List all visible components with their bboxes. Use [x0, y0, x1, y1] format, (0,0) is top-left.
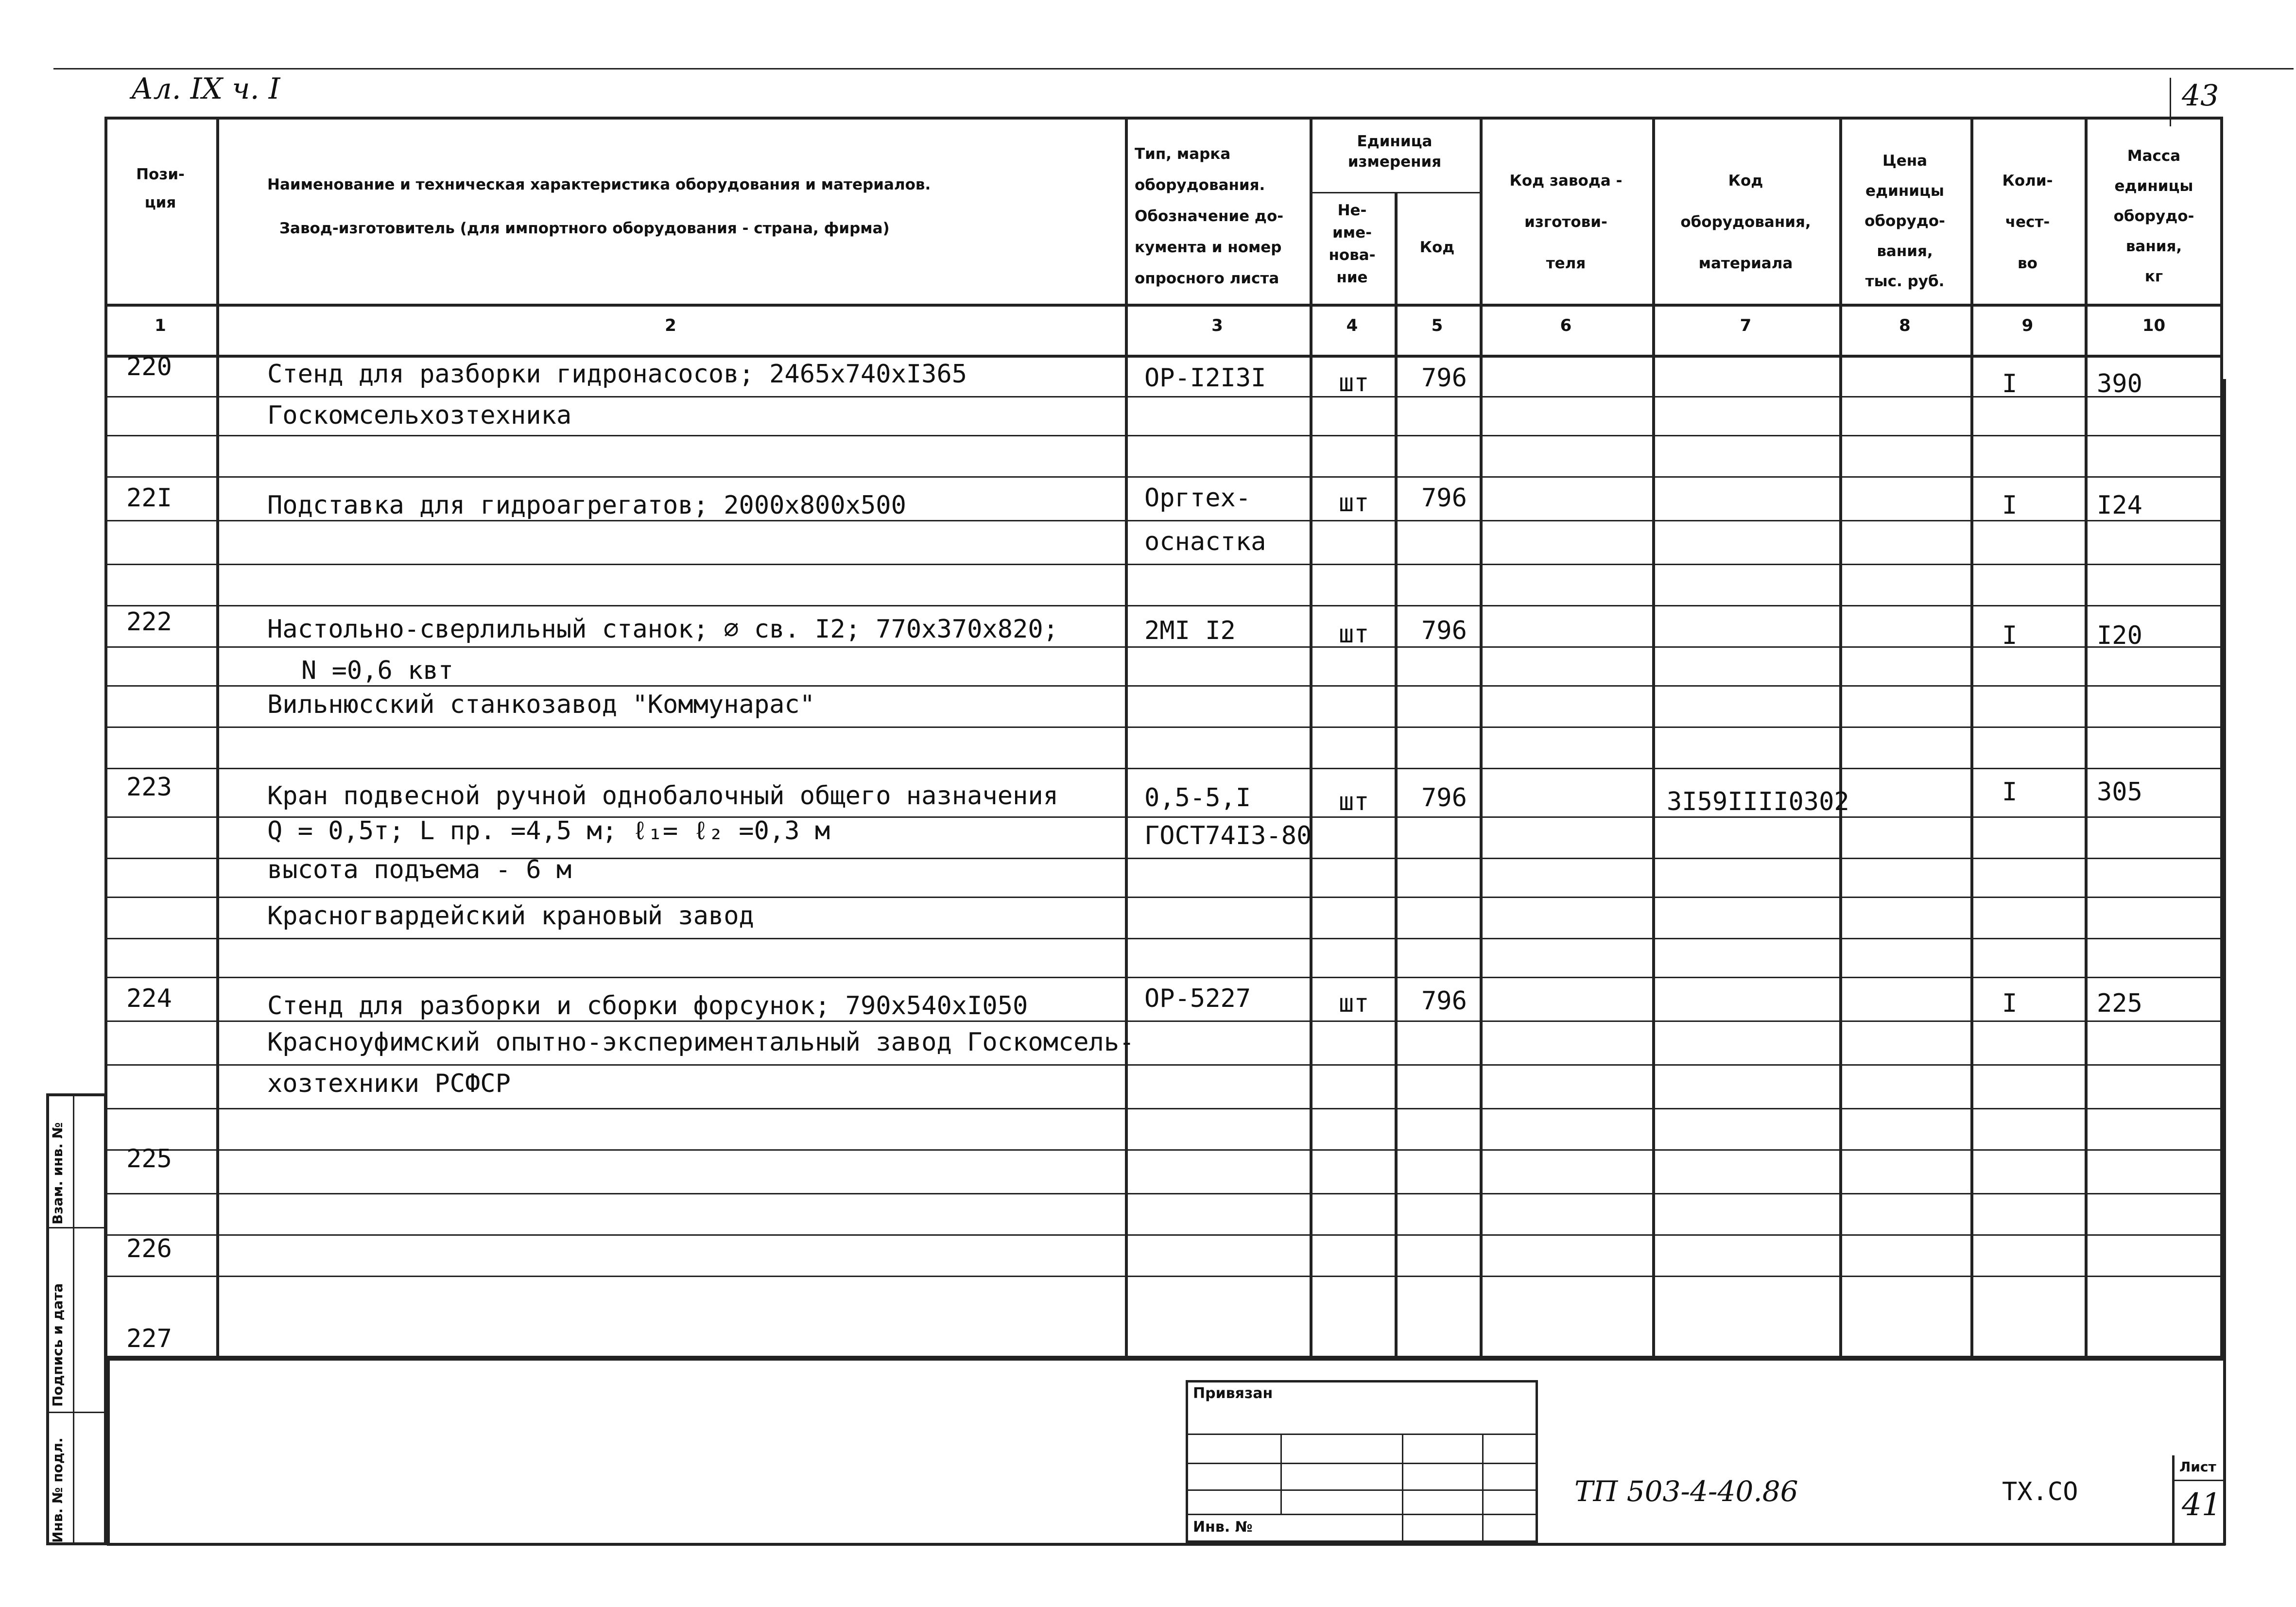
row-line [104, 726, 2223, 728]
stamp-col [1280, 1434, 1282, 1514]
stamp-col [1402, 1434, 1403, 1543]
row-220-unit: шт [1339, 368, 1369, 397]
header-unit-code: Код [1419, 239, 1455, 256]
row-221-qty: I [2002, 491, 2018, 520]
row-224-mass: 225 [2097, 989, 2142, 1018]
row-223-params: Q = 0,5т; L пр. =4,5 м; ℓ₁= ℓ₂ =0,3 м [267, 816, 830, 846]
col-number-8: 8 [1899, 316, 1911, 335]
row-222-position: 222 [126, 607, 172, 637]
inv-label: Инв. № [1193, 1519, 1253, 1536]
row-220-qty: I [2002, 369, 2018, 398]
col-line-8 [1970, 117, 1973, 1361]
row-220-mass: 390 [2097, 369, 2142, 398]
row-line [104, 685, 2223, 687]
side-label-signature-date: Подпись и дата [50, 1283, 66, 1407]
stamp-line [1186, 1514, 1538, 1515]
col-number-10: 10 [2142, 316, 2166, 335]
side-label-replace-inv: Взам. инв. № [50, 1122, 66, 1225]
row-223-qty: I [2002, 778, 2018, 807]
row-222-maker: Вильнюсский станкозавод "Коммунарас" [267, 690, 815, 719]
row-line [104, 605, 2223, 606]
row-224-position: 224 [126, 984, 172, 1013]
sheet-number: 41 [2182, 1487, 2222, 1523]
row-224-qty: I [2002, 989, 2018, 1018]
row-223-maker: Красногвардейский крановый завод [267, 901, 754, 931]
col-number-1: 1 [155, 316, 166, 335]
row-223-unit: шт [1339, 787, 1369, 816]
row-line [104, 1276, 2223, 1277]
header-unit-name: Не- име- нова- ние [1329, 202, 1376, 286]
col-number-9: 9 [2021, 316, 2034, 335]
unit-group-line [1310, 192, 1480, 193]
row-line [104, 435, 2223, 436]
col-number-3: 3 [1211, 316, 1223, 335]
col-line-6 [1652, 117, 1655, 1361]
col-number-4: 4 [1346, 316, 1358, 335]
col-line-7 [1839, 117, 1842, 1361]
row-222-mass: I20 [2097, 621, 2142, 650]
col-number-5: 5 [1431, 316, 1443, 335]
row-220-name: Стенд для разборки гидронасосов; 2465x740xI365 [267, 360, 967, 389]
document-section: ТХ.СО [2002, 1477, 2078, 1506]
row-221-position: 22I [126, 484, 172, 513]
row-223-code: 796 [1421, 783, 1467, 812]
col-line-4 [1395, 192, 1398, 1358]
row-221-type-2: оснастка [1144, 527, 1266, 556]
row-line [104, 1064, 2223, 1066]
row-222-code: 796 [1421, 616, 1467, 645]
col-line-1 [216, 117, 219, 1361]
side-stamp-line [46, 1412, 107, 1413]
row-222-qty: I [2002, 621, 2018, 650]
side-stamp-divider [73, 1093, 74, 1545]
row-line [104, 1020, 2223, 1022]
col-number-7: 7 [1740, 316, 1752, 335]
row-222-power: N =0,6 квт [301, 656, 454, 685]
stamp-line [1186, 1489, 1538, 1491]
header-unit-group: Единица измерения [1347, 133, 1442, 171]
row-line [104, 1108, 2223, 1109]
row-223-height: высота подъема - 6 м [267, 855, 572, 884]
stamp-line [1186, 1434, 1538, 1435]
row-224-type: OP-5227 [1144, 984, 1251, 1013]
row-221-code: 796 [1421, 484, 1467, 513]
row-line [104, 476, 2223, 478]
side-stamp-line [46, 1227, 107, 1228]
header-price: Цена единицы оборудо- вания, тыс. руб. [1864, 152, 1945, 290]
row-220-code: 796 [1421, 363, 1467, 393]
row-line [104, 1193, 2223, 1194]
numbers-bottom-line [104, 355, 2223, 358]
row-222-unit: шт [1339, 620, 1369, 649]
row-223-equipment-code: 3I59IIII0302 [1667, 787, 1849, 816]
row-221-mass: I24 [2097, 491, 2142, 520]
header-name: Наименование и техническая характеристика оборудования и материалов. Завод-изготовитель (для импортного оборудования - страна, фирма) [267, 176, 931, 237]
row-224-maker-2: хозтехники РСФСР [267, 1069, 511, 1098]
row-224-code: 796 [1421, 986, 1467, 1016]
table-bottom-line [104, 1356, 2223, 1359]
row-224-maker-1: Красноуфимский опытно-экспериментальный завод Госкомсель- [267, 1028, 1135, 1057]
row-223-type-1: 0,5-5,I [1144, 783, 1251, 812]
col-line-2 [1125, 117, 1128, 1361]
col-line-5 [1480, 117, 1483, 1361]
row-225-position: 225 [126, 1144, 172, 1174]
col-number-6: 6 [1560, 316, 1572, 335]
spec-table [104, 117, 2223, 1361]
row-224-name: Стенд для разборки и сборки форсунок; 790x540xI050 [267, 991, 1028, 1020]
row-221-name: Подставка для гидроагрегатов; 2000x800x500 [267, 491, 906, 520]
document-code: ТП 503-4-40.86 [1574, 1475, 1798, 1508]
row-224-unit: шт [1339, 989, 1369, 1018]
col-number-2: 2 [665, 316, 676, 335]
row-220-maker: Госкомсельхозтехника [267, 401, 572, 430]
header-bottom-line [104, 304, 2223, 307]
bound-label: Привязан [1193, 1385, 1273, 1402]
col-line-3 [1310, 117, 1312, 1361]
row-223-type-2: ГОСТ74I3-80 [1144, 821, 1312, 850]
side-label-original-inv: Инв. № подл. [50, 1437, 66, 1543]
row-223-position: 223 [126, 773, 172, 802]
sheet-box-line [2172, 1480, 2226, 1481]
header-equipment-code: Код оборудования, материала [1680, 172, 1811, 272]
header-quantity: Коли- чест- во [2002, 172, 2053, 272]
row-223-name: Кран подвесной ручной однобалочный общего назначения [267, 781, 1058, 811]
header-mass: Масса единицы оборудо- вания, кг [2113, 147, 2194, 285]
row-line [104, 897, 2223, 898]
row-line [104, 646, 2223, 648]
row-226-position: 226 [126, 1234, 172, 1263]
row-line [104, 520, 2223, 521]
row-line [104, 1149, 2223, 1151]
header-type: Тип, марка оборудования. Обозначение до- кумента и номер опросного листа [1135, 145, 1284, 287]
row-221-unit: шт [1339, 488, 1369, 518]
row-223-mass: 305 [2097, 778, 2142, 807]
row-222-name: Настольно-сверлильный станок; ∅ св. I2; 770x370x820; [267, 615, 1058, 644]
stamp-line [1186, 1463, 1538, 1464]
row-220-position: 220 [126, 352, 172, 381]
row-222-type: 2МI I2 [1144, 616, 1236, 645]
corner-number: 43 [2182, 79, 2219, 113]
row-line [104, 977, 2223, 978]
row-line [104, 938, 2223, 939]
row-line [104, 564, 2223, 565]
top-border [53, 68, 2294, 69]
row-221-type-1: Оргтех- [1144, 484, 1251, 513]
row-line [104, 768, 2223, 769]
bottom-border [107, 1543, 2226, 1546]
album-mark: Ал. IX ч. I [131, 72, 280, 106]
header-plant-code: Код завода - изготови- теля [1509, 172, 1623, 272]
bottom-left-border [107, 1356, 110, 1545]
stamp-col [1482, 1434, 1484, 1543]
row-line [104, 1234, 2223, 1236]
header-position: Пози- ция [136, 166, 185, 211]
row-227-position: 227 [126, 1324, 172, 1353]
col-line-9 [2085, 117, 2088, 1361]
row-line [104, 396, 2223, 397]
sheet-label: Лист [2179, 1459, 2216, 1475]
row-220-type: OP-I2I3I [1144, 363, 1266, 393]
right-border [2223, 379, 2226, 1545]
